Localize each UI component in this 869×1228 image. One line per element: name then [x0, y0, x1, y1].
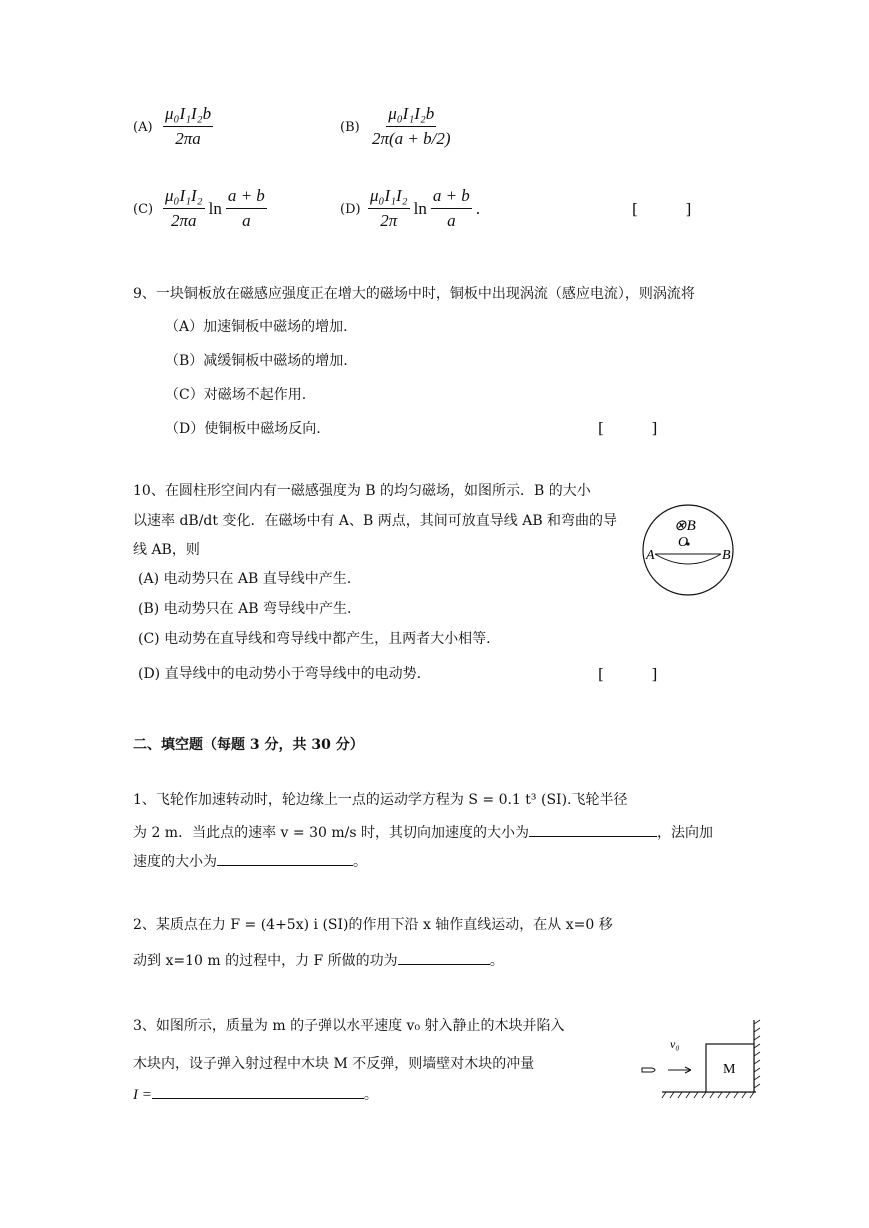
block-label: M	[723, 1062, 736, 1077]
point-a-label: A	[646, 548, 655, 563]
q8-option-c-ln-num: a + b	[226, 186, 267, 209]
q8-option-d-label: (D)	[340, 202, 361, 217]
f3-impulse-blank[interactable]	[152, 1084, 364, 1099]
q8-option-d-num: μ₀I₁I₂	[368, 186, 410, 209]
f2-line-2-text: 动到 x=10 m 的过程中，力 F 所做的功为	[133, 953, 398, 969]
q8-option-b-label: (B)	[340, 120, 360, 135]
velocity-label: v₀	[670, 1037, 680, 1051]
point-b-label: B	[722, 548, 731, 563]
f1-line-3	[133, 851, 367, 872]
q10-line-2: 以速率 dB/dt 变化．在磁场中有 A、B 两点，其间可放直导线 AB 和弯曲的导	[133, 513, 618, 529]
bullet	[642, 1068, 655, 1072]
q8-option-b-num: μ₀I₁I₂b	[386, 104, 436, 127]
q8-option-a-den: 2πa	[175, 129, 201, 148]
q8-option-b-formula	[372, 104, 451, 149]
magnetic-field-label: ⊗B	[674, 518, 696, 534]
f1-line-2-tail: ，法向加	[656, 825, 713, 841]
wall-hatching	[754, 1020, 760, 1088]
f2-line-1: 2、某质点在力 F = (4+5x) i (SI)的作用下沿 x 轴作直线运动，在从 x=0 移	[133, 917, 613, 933]
q8-option-c-formula	[163, 186, 267, 231]
f1-line-3-text: 速度的大小为	[133, 854, 217, 870]
section-2-heading: 二、填空题（每题 3 分，共 30 分）	[133, 737, 364, 753]
f2-line-2	[133, 950, 504, 971]
q10-option-c: (C) 电动势在直导线和弯导线中都产生，且两者大小相等.	[138, 631, 491, 647]
q8-option-a-num: μ₀I₁I₂b	[163, 104, 213, 127]
f3-line-2: 木块内，设子弹入射过程中木块 M 不反弹，则墙壁对木块的冲量	[133, 1056, 535, 1072]
f3-line-3-tail: 。	[363, 1087, 378, 1103]
q8-option-d-ln: ln	[413, 198, 427, 218]
q8-option-a-label: (A)	[133, 120, 153, 135]
f1-line-3-tail: 。	[353, 854, 367, 870]
f3-bullet-block-figure	[636, 1018, 770, 1100]
q8-option-d-ln-num: a + b	[431, 186, 472, 209]
q10-answer-bracket[interactable]: [ ]	[598, 665, 658, 683]
f2-line-2-tail: 。	[489, 953, 504, 969]
f1-line-2-text: 为 2 m．当此点的速率 v = 30 m/s 时，其切向加速度的大小为	[133, 825, 529, 841]
q9-option-d: （D）使铜板中磁场反向.	[165, 421, 321, 437]
q8-option-a-formula	[163, 104, 213, 149]
f3-line-1: 3、如图所示，质量为 m 的子弹以水平速度 v₀ 射入静止的木块并陷入	[133, 1018, 565, 1034]
q9-stem: 9、一块铜板放在磁感应强度正在增大的磁场中时，铜板中出现涡流（感应电流），则涡流将	[133, 286, 695, 302]
q10-cylinder-figure	[640, 500, 736, 600]
q9-option-c: （C）对磁场不起作用.	[165, 387, 307, 403]
f1-normal-accel-blank[interactable]	[217, 851, 353, 866]
q10-option-d: (D) 直导线中的电动势小于弯导线中的电动势.	[138, 666, 422, 682]
f1-line-1: 1、飞轮作加速转动时，轮边缘上一点的运动学方程为 S = 0.1 t³ (SI).飞轮半径	[133, 792, 628, 808]
q8-option-c-ln-den: a	[242, 211, 251, 230]
q10-option-a: (A) 电动势只在 AB 直导线中产生.	[138, 571, 352, 587]
q8-option-c-label: (C)	[133, 202, 154, 217]
q8-option-b-den: 2π(a + b/2)	[372, 129, 451, 148]
q9-answer-bracket[interactable]: [ ]	[598, 419, 658, 437]
ground-hatching	[662, 1092, 754, 1098]
q10-line-1: 10、在圆柱形空间内有一磁感强度为 B 的均匀磁场，如图所示．B 的大小	[133, 483, 591, 499]
center-label: O	[678, 535, 689, 550]
f3-impulse-symbol: I =	[133, 1087, 152, 1103]
q8-answer-bracket[interactable]: [ ]	[632, 200, 692, 218]
q8-option-d-suffix: .	[475, 198, 481, 218]
curved-wire-ab	[655, 554, 721, 564]
f3-line-3	[133, 1084, 378, 1105]
q8-option-c-num: μ₀I₁I₂	[163, 186, 205, 209]
f2-work-blank[interactable]	[398, 950, 490, 965]
q10-option-b: (B) 电动势只在 AB 弯导线中产生.	[138, 601, 352, 617]
q8-option-c-ln: ln	[208, 198, 222, 218]
q8-option-c-den: 2πa	[171, 211, 197, 230]
q8-option-d-formula	[368, 186, 480, 231]
f1-tangential-accel-blank[interactable]	[529, 822, 657, 837]
f1-line-2	[133, 822, 713, 843]
q8-option-d-ln-den: a	[447, 211, 456, 230]
q9-option-a: （A）加速铜板中磁场的增加.	[165, 319, 348, 335]
q8-option-d-den: 2π	[380, 211, 398, 230]
q10-line-3: 线 AB，则	[133, 542, 200, 558]
q9-option-b: （B）减缓铜板中磁场的增加.	[165, 353, 348, 369]
